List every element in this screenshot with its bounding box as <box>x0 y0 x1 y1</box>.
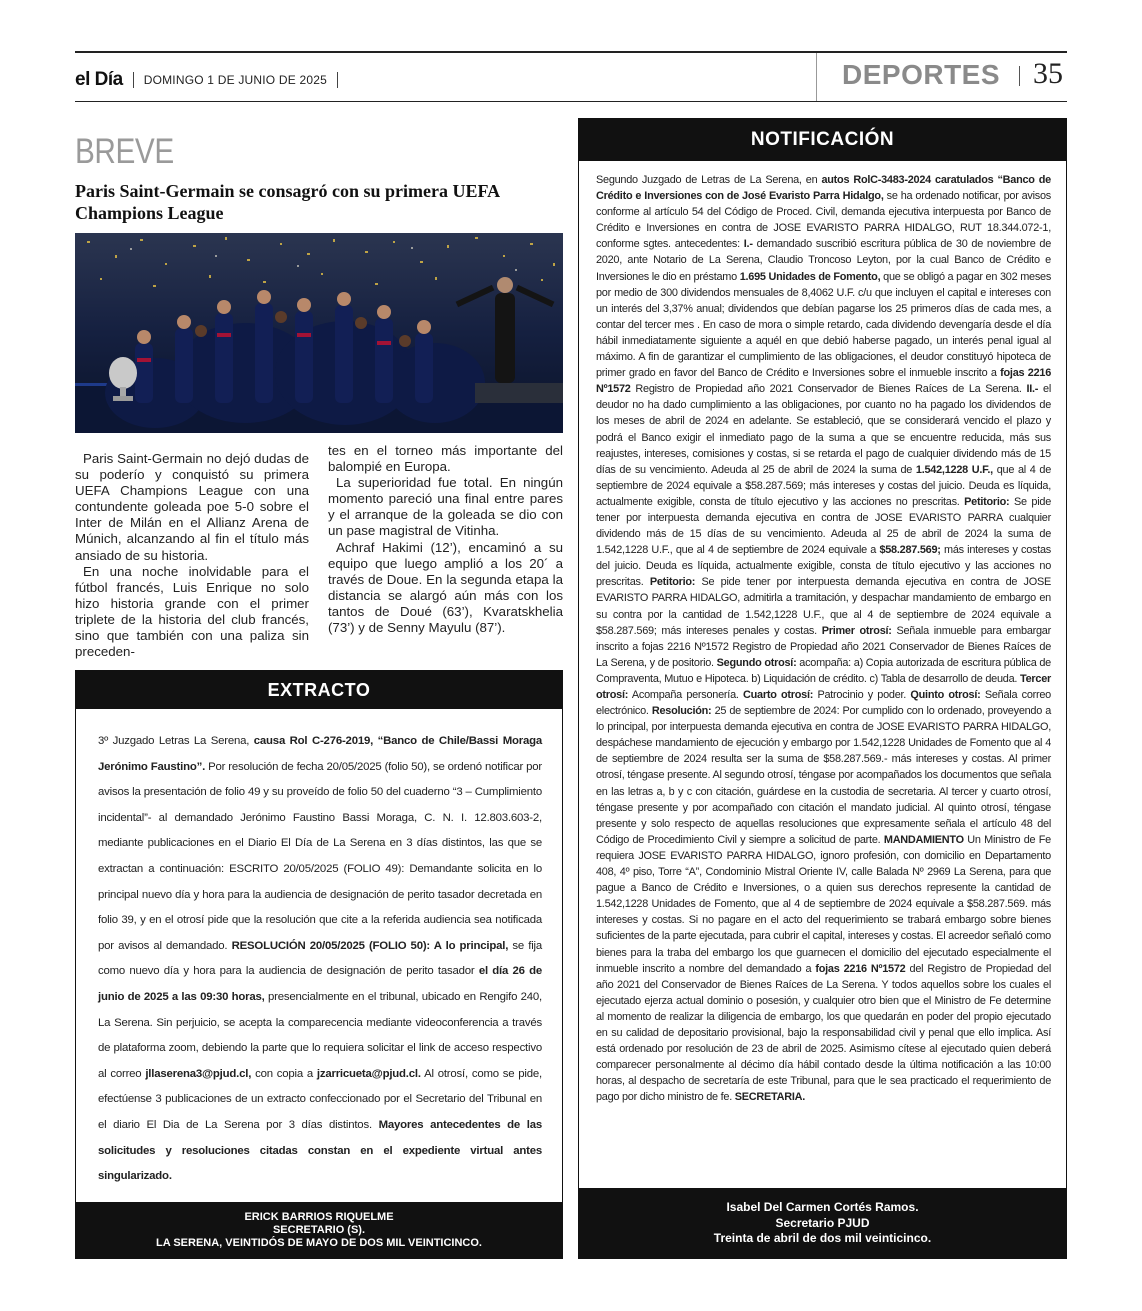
bold-text-segment: RESOLUCIÓN 20/05/2025 (FOLIO 50): A lo principal, <box>231 939 509 952</box>
text-segment: Por resolución de fecha 20/05/2025 (folio 50), se ordenó notificar por avisos la presentación de folio 49 y su proveído de folio 50 del cuaderno “3 – Cumplimiento incidental”- al demandado Jerónimo Faustino Bassi Moraga, C. N. I. 12.803.603-2, mediante publicaciones en el Diario El Día de La Serena en 3 días distintos, las que se extractan a continuación: ESCRITO 20/05/2025 (FOLIO 49): Demandante solicita en lo principal nuevo día y hora para la audiencia de designación de perito tasador decretada en folio 39, y en el otrosí pide que la resolución que cite a la referida audiencia sea notificada por avisos al demandado. <box>98 760 542 952</box>
bold-text-segment: autos RolC-3483-2024 caratulados “Banco de Crédito e Inversiones con de José Evaristo Parra Hidalgo, <box>596 174 1051 203</box>
text-segment: Patrocinio y poder. <box>813 689 911 701</box>
extracto-notice <box>75 670 563 1203</box>
article-headline: Paris Saint-Germain se consagró con su primera UEFA Champions League <box>75 181 500 223</box>
text-segment: Al otrosí, como se pide, efectúense 3 publicaciones de un extracto confeccionado por el Secretario del Tribunal en el diario El Dia de La Serena por 3 días distintos. <box>98 1067 542 1131</box>
bold-text-segment: Tercer otrosí: <box>596 672 1051 701</box>
text-segment: presencialmente en el tribunal, ubicado en Rengifo 240, La Serena. Sin perjuicio, se acepta la comparecencia mediante videoconferencia a través de plataforma zoom, debiendo la parte que lo requiera solicitar el link de acceso respectivo al correo <box>98 990 542 1080</box>
bold-text-segment: MANDAMIENTO <box>883 833 964 846</box>
notificacion-title: NOTIFICACIÓN <box>579 119 1066 161</box>
text-segment: el deudor no ha dado cumplimiento a las obligaciones, por cuanto no ha pagado los dividendos de los meses de abril de 2024 en adelante. Se estableció, que se considerará vencido el plazo y podrá el Banco exigir el inmediato pago de la suma a que se encuentre reducida, más sus reajustes, intereses, comisiones y costas, si se retarda el pago de cualquier dividendo más de 15 días de su vencimiento. Adeuda al 25 de abril de 2024 la suma de <box>596 383 1051 476</box>
section-title: DEPORTES <box>842 59 1001 90</box>
bold-text-segment: Petitorio: <box>964 495 1010 508</box>
signature-date: Treinta de abril de dos mil veinticinco. <box>713 1231 932 1245</box>
text-segment: 25 de septiembre de 2024: Por cumplido con lo ordenado, proveyendo a lo principal, por interpuesta demanda ejecutiva en contra de JOSE EVARISTO PARRA HIDALGO, despáchese mandamiento de ejecución y embargo por 1.542,1228 Unidades de Fomento que al 4 de septiembre de 2024 resulta ser la suma de $58.287.569.- más intereses y costas. Al primer otrosí, téngase presente. Al segundo otrosí, téngase por acompañados los documentos que señala en las letras a, b y c con citación, guárdese en la custodia de secretaria. Al tercer y cuarto otrosí, téngase presente y por acompañado con citación el mandato judicial. Al quinto otrosí, téngase presente y solo respecto de aquellas resoluciones que expresamente señala el artículo 48 del Código de Procedimiento Civil y siempre a solicitud de parte. <box>596 705 1051 846</box>
bold-text-segment: el día 26 de junio de 2025 a las 09:30 horas, <box>98 965 542 1003</box>
masthead <box>75 60 348 100</box>
page-number-separator <box>1019 66 1020 86</box>
text-segment: Registro de Propiedad año 2021 Conservador de Bienes Raíces de La Serena. <box>630 383 1027 396</box>
bold-text-segment: Primer otrosí: <box>821 624 892 637</box>
article-paragraph: En una noche inolvidable para el fútbol francés, Luis Enrique no solo hizo historia grande con el primer triplete de la historia del club francés, sino que también con una paliza sin preceden- <box>75 563 309 660</box>
article-column-1 <box>75 451 309 660</box>
notificacion-signature <box>578 1189 1067 1259</box>
signer-name: ERICK BARRIOS RIQUELME <box>244 1211 394 1223</box>
bold-text-segment: causa Rol C-276-2019, “Banco de Chile/Bassi Moraga Jerónimo Faustino”. <box>98 735 543 773</box>
notificacion-notice <box>578 118 1067 1189</box>
text-segment: Un Ministro de Fe requiera JOSE EVARISTO PARRA HIDALGO, ignoro profesión, con domicilio en Departamento 408, 4º piso, Torre “A”, Condominio Mistral Oriente IV, calle Balada Nº 2969 La Serena, para que pague a Banco de Crédito e Inversiones, o a quien sus derechos represente la cantidad de 1.542,1228 Unidades de Fomento, que al 4 de septiembre de 2024 equivale a $58.287.569. más intereses y costas. Si no pagare en el acto del requerimiento se trabará embargo sobre bienes suficientes de la parte ejecutada, para cubrir el capital, intereses y costas. El acreedor señaló como bienes para la traba del embargo los que guarnecen el domicilio del ejecutado especialmente el inmueble inscrito a nombre del demandado a <box>596 833 1051 975</box>
bold-text-segment: Quinto otrosí: <box>910 689 981 701</box>
header-separator <box>133 72 134 88</box>
text-segment: Señala correo electrónico. <box>596 689 1051 718</box>
edition-date: DOMINGO 1 DE JUNIO DE 2025 <box>143 73 327 87</box>
celebration-photo-illustration <box>75 233 563 433</box>
signer-title: SECRETARIO (S). <box>272 1224 366 1236</box>
extracto-title: EXTRACTO <box>76 671 562 709</box>
notificacion-body <box>596 172 1051 1105</box>
article-paragraph: Achraf Hakimi (12’), encaminó a su equipo que luego amplió a los 20´ a través de Doue. En la segunda etapa la distancia se alargó aún más con los tantos de Doué (63’), Kvaratskhelia (73’) y de Senny Mayulu (87’). <box>328 539 563 636</box>
bold-text-segment: 1.695 Unidades de Fomento, <box>739 270 881 283</box>
text-segment: se ha ordenado notificar, por avisos conforme al artículo 54 del Código de Proced. Civil, demanda ejecutiva interpuesta por Banco de Crédito e Inversiones en contra de JOSE EVARISTO PARRA HIDALGO, RUT 18.344.072-1, conforme sgtes. antecedentes: <box>596 190 1051 251</box>
signer-title: Secretario PJUD <box>775 1215 870 1230</box>
bold-text-segment: 1.542,1228 U.F., <box>915 463 993 476</box>
extracto-signature <box>75 1203 563 1259</box>
section-divider <box>816 53 817 101</box>
bold-text-segment: fojas 2216 Nº1572 <box>815 962 906 975</box>
article-kicker: BREVE <box>75 132 174 171</box>
article-photo <box>75 233 563 433</box>
text-segment: Acompaña personería. <box>628 689 744 701</box>
text-segment: del Registro de Propiedad del año 2021 del Conservador de Bienes Raíces de La Serena. Y todos aquellos sobre los cuales el ejecutado ejerza actual dominio o posesión, y cualquier otro bien que el Ministro de Fe determine al momento de realizar la diligencia de embargo, los que quedarán en poder del propio ejecutado en su calidad de depositario provisional, bajo la responsabilidad civil y penal que ello implica. Así está ordenado por resolución de 23 de abril de 2025. Asimismo cítese al ejecutado quien deberá comparecer personalmente al décimo día hábil contado desde la última notificación a las 10:00 horas, al despacho de secretaría de este Tribunal, para que le sea practicado el requerimiento de pago por dicho ministro de fe. <box>596 962 1051 1104</box>
bold-text-segment: I.- <box>743 238 753 251</box>
article-column-2 <box>328 443 563 636</box>
text-segment: más intereses y costas del juicio. Deuda es líquida, actualmente exigible, consta de título ejecutivo y las acciones no prescritas. <box>596 544 1051 589</box>
text-segment: que al 4 de septiembre de 2024 equivale a $58.287.569; más intereses y costas del juicio. Deuda es líquida, actualmente exigible, consta de título ejecutivo y las acciones no prescritas. <box>596 463 1052 508</box>
text-segment: Se pide tener por interpuesta demanda ejecutiva en contra de JOSE EVARISTO PARRA cualquier dividendo más de 15 días de su vencimiento. Adeuda al 25 de abril de 2024 la suma de 1.542,1228 U.F., que al 4 de septiembre de 2024 equivale a <box>596 495 1052 557</box>
bold-text-segment: Mayores antecedentes de las solicitudes y resoluciones citadas constan en el expediente virtual antes singularizado. <box>98 1118 542 1183</box>
text-segment: con copia a <box>251 1067 317 1080</box>
text-segment: 3º Juzgado Letras La Serena, <box>98 735 254 747</box>
page-number: 35 <box>1033 57 1063 90</box>
bold-text-segment: Cuarto otrosí: <box>743 689 814 701</box>
bold-text-segment: SECRETARIA. <box>734 1091 806 1104</box>
text-segment: acompaña: a) Copia autorizada de escritura pública de Compraventa, Mutuo e Hipoteca. b) Liquidación de crédito. c) Tabla de desarrollo de deuda. <box>596 656 1051 685</box>
bold-text-segment: Segundo otrosí: <box>716 656 797 669</box>
newspaper-logo[interactable]: el Día <box>75 69 123 90</box>
signer-name: Isabel Del Carmen Cortés Ramos. <box>726 1200 919 1214</box>
extracto-body <box>98 729 542 1190</box>
bold-text-segment: Petitorio: <box>649 576 696 589</box>
header-bottom-rule <box>75 101 1067 102</box>
header-top-rule <box>75 51 1067 53</box>
article-paragraph: Paris Saint-Germain no dejó dudas de su poderío y conquistó su primera UEFA Champions League con una contundente goleada poe 5-0 sobre el Inter de Milán en el Allianz Arena de Múnich, alcanzando al fin el título más ansiado de su historia. <box>75 451 309 563</box>
article-paragraph: tes en el torneo más importante del balompié en Europa. <box>328 443 563 475</box>
bold-text-segment: Resolución: <box>651 705 712 718</box>
bold-text-segment: fojas 2216 Nº1572 <box>596 367 1052 396</box>
bold-text-segment: jzarricueta@pjud.cl. <box>316 1067 421 1080</box>
text-segment: Segundo Juzgado de Letras de La Serena, en <box>596 174 822 186</box>
bold-text-segment: II.- <box>1026 383 1039 396</box>
text-segment: Señala inmueble para embargar inscrito a fojas 2216 Nº1572 Registro de Propiedad año 2021 Conservador de Bienes Raíces de La Serena, y de positorio. <box>596 624 1051 669</box>
signature-date: LA SERENA, VEINTIDÓS DE MAYO DE DOS MIL VEINTICINCO. <box>156 1237 482 1249</box>
text-segment: se fija como nuevo día y hora para la audiencia de designación de perito tasador <box>98 939 542 978</box>
bold-text-segment: jllaserena3@pjud.cl, <box>145 1067 252 1080</box>
article-paragraph: La superioridad fue total. En ningún momento pareció una final entre pares y el arranque de la goleada se dio con un pase magistral de Vitinha. <box>328 475 563 539</box>
text-segment: demandado suscribió escritura pública de 30 de noviembre de 2020, ante Notario de La Serena, Claudio Troncoso Leyton, por la cual Banco de Crédito e Inversiones le dio en préstamo <box>596 238 1051 283</box>
header-separator <box>337 72 338 88</box>
text-segment: que se obligó a pagar en 302 meses por medio de 300 dividendos mensuales de 8,4062 U.F. c/u que incluyen el capital e intereses con un interés del 3,37% anual; dividendos que debían pagarse los 25 primeros días de cada mes, a contar del tercer mes . En caso de mora o simple retardo, cada dividendo devengaría desde el día hábil inmediatamente siguiente a aquél en que debió haberse pagado, un interés penal igual al máximo. A fin de garantizar el cumplimiento de las obligaciones, el deudor constituyó hipoteca de primer grado en favor del Banco de Crédito e Inversiones sobre el inmueble inscrito a <box>596 270 1052 380</box>
bold-text-segment: $58.287.569; <box>879 544 941 557</box>
text-segment: Se pide tener por interpuesta demanda ejecutiva en contra de JOSE EVARISTO PARRA HIDALGO, admitirla a tramitación, y despachar mandamiento de embargo en su contra por la cantidad de 1.542,1228 U.F., que al 4 de septiembre de 2024 equivale a $58.287.569; más intereses penales y costas. <box>596 576 1051 637</box>
